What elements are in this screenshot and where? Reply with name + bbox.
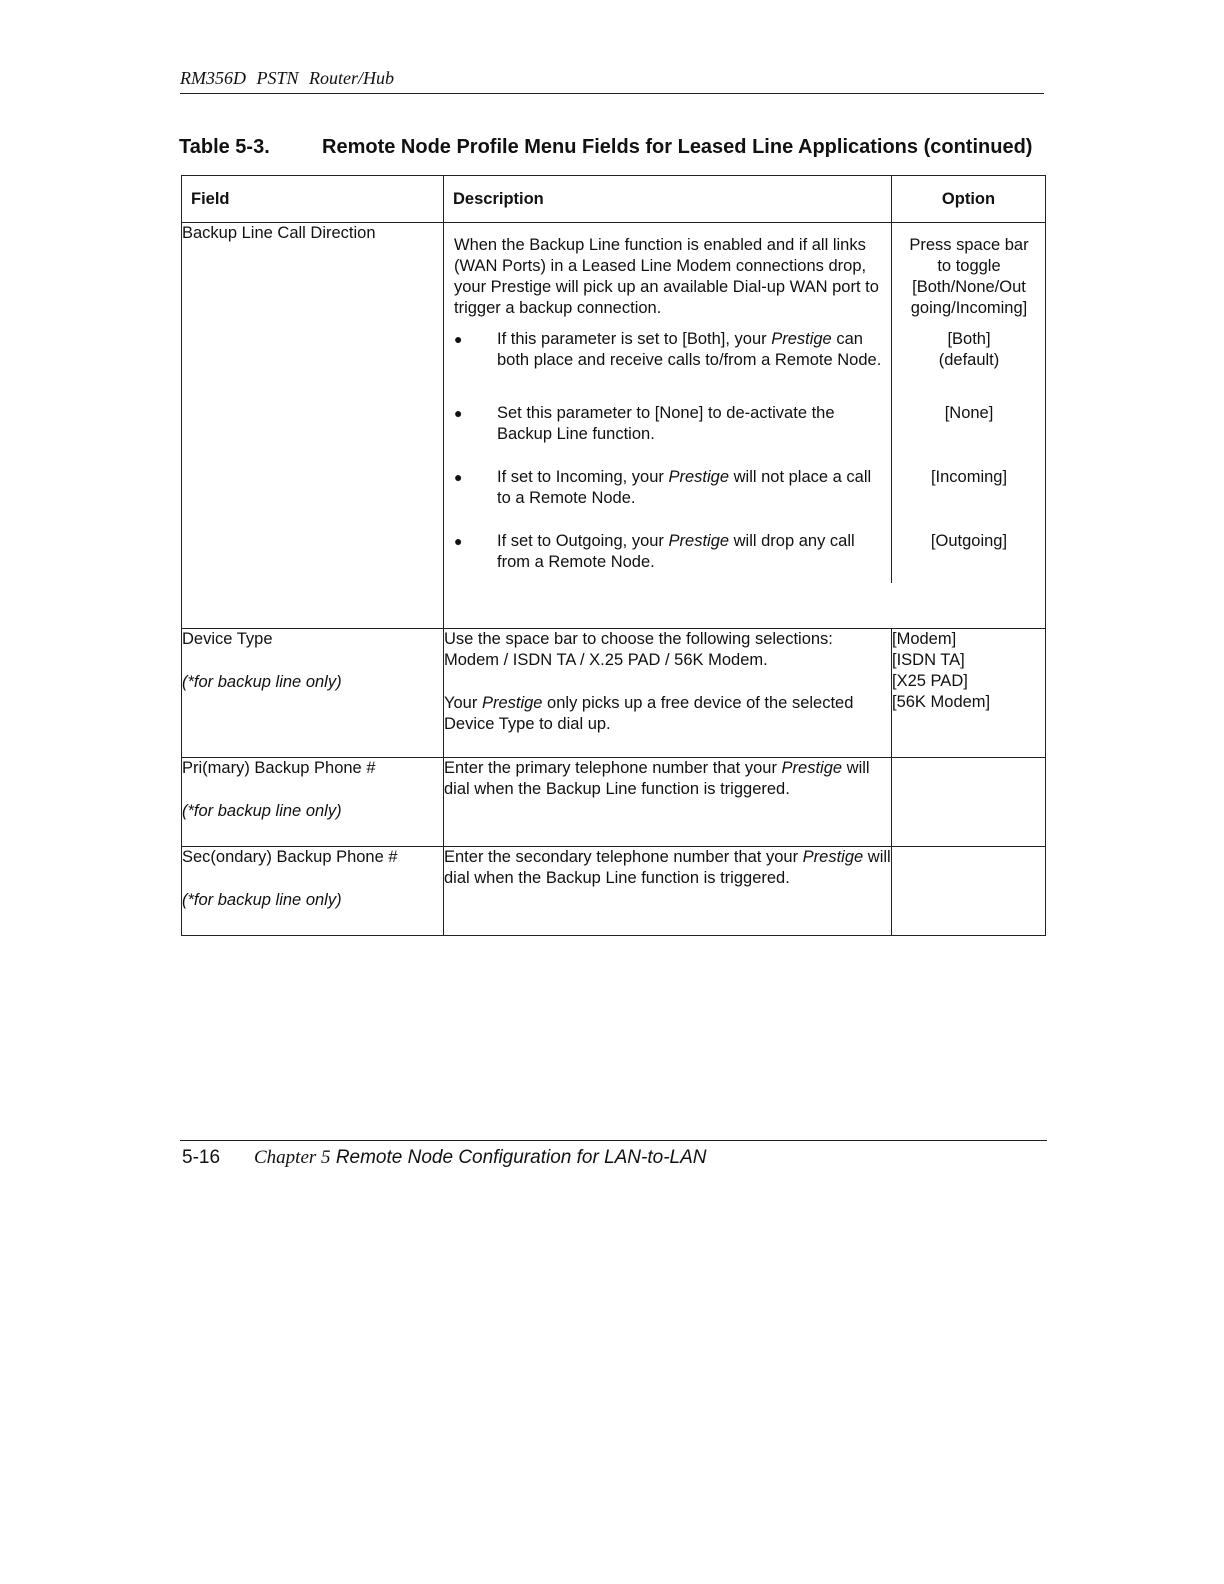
field-cell xyxy=(182,758,444,847)
bullet-option: [Incoming] xyxy=(930,468,1008,486)
column-header-option: Option xyxy=(892,176,1046,223)
field-name: Device Type xyxy=(182,630,273,648)
field-name: Sec(ondary) Backup Phone # xyxy=(182,848,398,866)
field-note: (*for backup line only) xyxy=(182,891,342,909)
column-header-field: Field xyxy=(182,176,444,223)
description-cell: Use the space bar to choose the following selections: Modem / ISDN TA / X.25 PAD / 56K Modem. Your Prestige only picks up a free device of the selected Device Type to dial up. xyxy=(444,629,892,758)
table-row xyxy=(182,847,1046,936)
field-cell xyxy=(182,847,444,936)
bullet-dot-icon: ● xyxy=(454,469,463,485)
page-footer xyxy=(182,1147,707,1169)
description-intro: When the Backup Line function is enabled and if all links (WAN Ports) in a Leased Line Modem connections drop, your Prestige will pick up an available Dial-up WAN port to trigger a backup connection. xyxy=(444,223,892,329)
bullet-dot-icon: ● xyxy=(454,331,463,347)
field-note: (*for backup line only) xyxy=(182,673,342,691)
bullet-item: ● Set this parameter to [None] to de-activate the Backup Line function. xyxy=(444,381,892,445)
option-cell xyxy=(892,847,1046,936)
table-row xyxy=(182,629,1046,758)
bullet-dot-icon: ● xyxy=(454,405,463,421)
bullet-option: [Outgoing] xyxy=(930,532,1008,550)
bullet-option: [None] xyxy=(944,404,994,422)
chapter-label: Chapter 5 xyxy=(254,1147,331,1168)
chapter-title: Remote Node Configuration for LAN-to-LAN xyxy=(335,1147,707,1168)
table-header-row xyxy=(182,176,1046,223)
option-cell: [Modem] [ISDN TA] [X25 PAD] [56K Modem] xyxy=(892,629,1046,758)
page-number: 5-16 xyxy=(182,1147,221,1168)
footer-rule xyxy=(180,1140,1047,1141)
header-rule xyxy=(180,93,1044,94)
bullet-item: ● If set to Incoming, your Prestige will not place a call to a Remote Node. xyxy=(444,445,892,509)
description-cell: Enter the secondary telephone number that your Prestige will dial when the Backup Line function is triggered. xyxy=(444,847,892,936)
table-number: Table 5-3. xyxy=(179,136,270,158)
bullet-item: ● If this parameter is set to [Both], your Prestige can both place and receive calls to/from a Remote Node. xyxy=(444,329,892,381)
description-option-block xyxy=(444,223,1046,629)
field-name: Backup Line Call Direction xyxy=(182,224,376,242)
field-note: (*for backup line only) xyxy=(182,802,342,820)
bullet-option: [Both] (default) xyxy=(938,330,1000,369)
bullet-dot-icon: ● xyxy=(454,533,463,549)
table-caption xyxy=(179,136,1039,159)
option-intro: Press space bar to toggle [Both/None/Out going/Incoming] xyxy=(909,236,1029,317)
column-header-description: Description xyxy=(444,176,892,223)
bullet-item: ● If set to Outgoing, your Prestige will drop any call from a Remote Node. xyxy=(444,509,892,583)
field-cell xyxy=(182,629,444,758)
fields-table xyxy=(181,175,1046,936)
table-title: Remote Node Profile Menu Fields for Leased Line Applications (continued) xyxy=(322,136,1033,158)
table-row xyxy=(182,223,1046,629)
field-cell xyxy=(182,223,444,629)
option-cell xyxy=(892,758,1046,847)
running-header: RM356D PSTN Router/Hub xyxy=(180,68,394,88)
description-cell: Enter the primary telephone number that your Prestige will dial when the Backup Line function is triggered. xyxy=(444,758,892,847)
table-row xyxy=(182,758,1046,847)
field-name: Pri(mary) Backup Phone # xyxy=(182,759,376,777)
